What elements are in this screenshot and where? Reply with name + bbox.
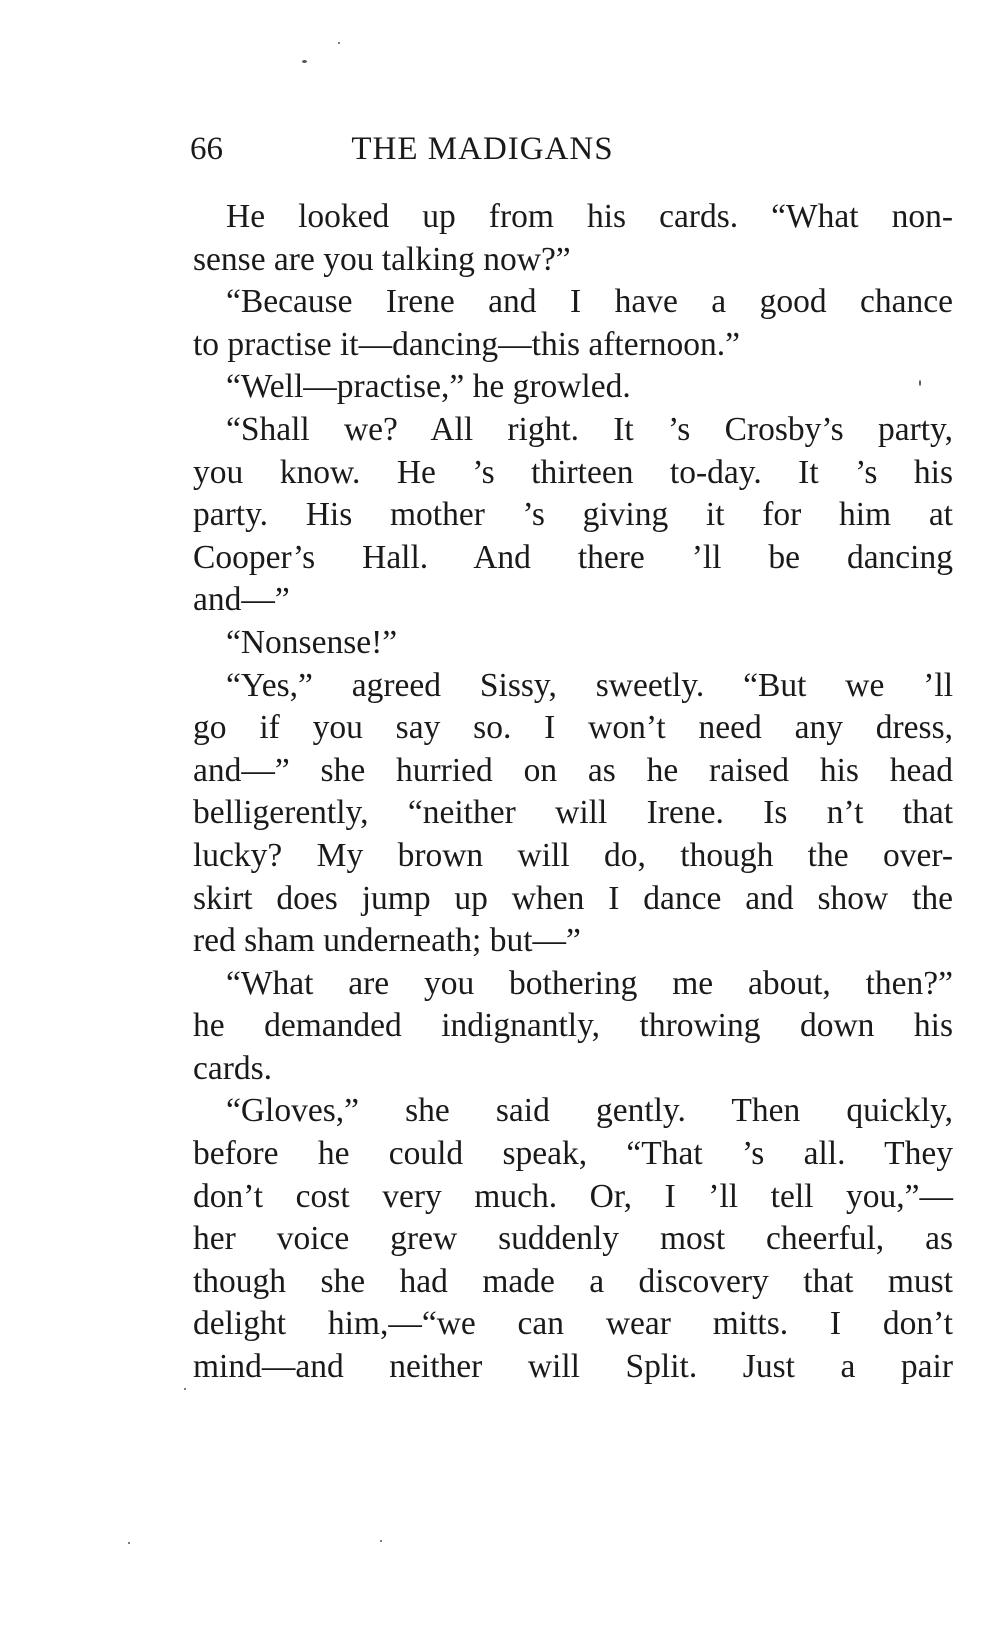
text-line: He looked up from his cards. “What non-	[226, 198, 953, 235]
text-line: sense are you talking now?”	[193, 240, 571, 278]
text-line: “What are you bothering me about, then?”	[226, 964, 953, 1002]
text-line: red sham underneath; but—”	[193, 922, 581, 960]
body-text	[193, 196, 953, 1389]
text-line: and—”	[193, 581, 290, 619]
text-line: belligerently, “neither will Irene. Is n’t that	[193, 794, 953, 832]
print-speck	[128, 1542, 130, 1544]
text-line: “Because Irene and I have a good chance	[226, 283, 953, 321]
running-title: THE MADIGANS	[351, 131, 614, 167]
text-line: you know. He ’s thirteen to-day. It ’s his	[193, 453, 953, 491]
text-line: though she had made a discovery that must	[193, 1262, 953, 1300]
text-line: cards.	[193, 1049, 273, 1087]
page-number: 66	[190, 131, 223, 167]
page-header	[190, 127, 735, 171]
print-speck	[184, 1388, 186, 1390]
text-line: lucky? My brown will do, though the over-	[193, 836, 953, 874]
text-line: “Well—practise,” he growled.	[226, 368, 631, 406]
text-line: delight him,—“we can wear mitts. I don’t	[193, 1305, 953, 1343]
print-speck	[919, 380, 921, 386]
text-line: he demanded indignantly, throwing down his	[193, 1007, 953, 1045]
text-line: party. His mother ’s giving it for him at	[193, 496, 953, 534]
print-speck	[380, 1540, 382, 1542]
text-line: and—” she hurried on as he raised his head	[193, 751, 953, 789]
text-line: don’t cost very much. Or, I ’ll tell you,”—	[193, 1177, 953, 1215]
text-line: “Yes,” agreed Sissy, sweetly. “But we ’ll	[226, 666, 953, 704]
text-line: to practise it—dancing—this afternoon.”	[193, 325, 741, 363]
print-speck	[302, 60, 307, 63]
text-line: “Shall we? All right. It ’s Crosby’s party,	[226, 410, 953, 448]
text-line: Cooper’s Hall. And there ’ll be dancing	[193, 538, 953, 576]
text-line: “Nonsense!”	[226, 623, 398, 661]
text-line: mind—and neither will Split. Just a pair	[193, 1348, 953, 1386]
text-line: go if you say so. I won’t need any dress,	[193, 709, 953, 747]
print-speck	[338, 42, 340, 44]
text-line: skirt does jump up when I dance and show the	[193, 879, 953, 917]
text-line: before he could speak, “That ’s all. They	[193, 1135, 953, 1173]
text-line: “Gloves,” she said gently. Then quickly,	[226, 1092, 953, 1130]
text-line: her voice grew suddenly most cheerful, as	[193, 1220, 953, 1258]
